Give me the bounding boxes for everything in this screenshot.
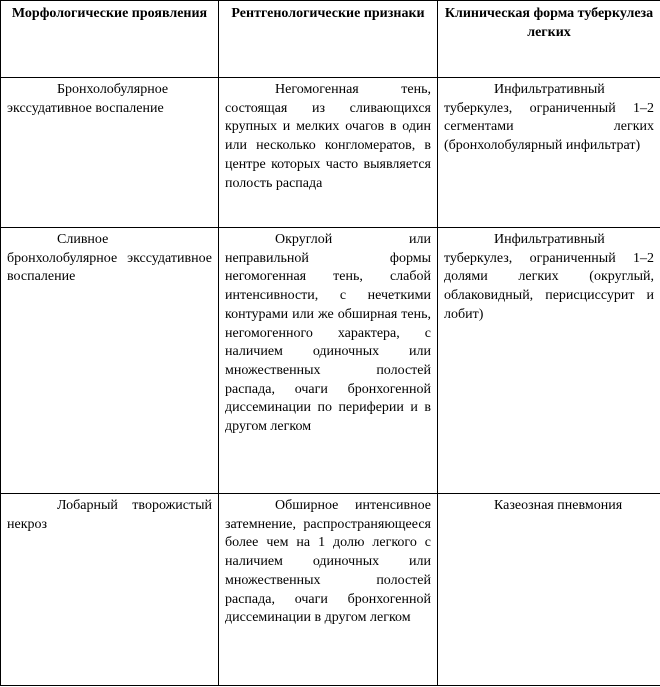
cell-clinical-form-bronchlobular: Инфильтративный туберкулез, ограниченный 1–2 сегментами легких (бронхолобулярный инфильтрат)	[438, 78, 660, 228]
header-cell-clinical-form: Клиническая форма туберкулеза легких	[438, 1, 660, 78]
cell-radiology-confluent: Округлой или неправильной формы негомогенная тень, слабой интенсивности, с нечеткими контурами или же обширная тень, негомогенного характера, с наличием одиночных или множественных полостей распада, очаги бронхогенной диссеминации по периферии и в другом легком	[219, 228, 438, 494]
cell-radiology-bronchlobular: Негомогенная тень, состоящая из сливающихся крупных и мелких очагов в один или несколько конгломератов, в центре которых часто выявляется полость распада	[219, 78, 438, 228]
cell-morphology-lobar: Лобарный творожистый некроз	[1, 494, 219, 686]
cell-morphology-bronchlobular: Бронхолобулярное экссудативное воспаление	[1, 78, 219, 228]
header-cell-morphology: Морфологические проявления	[1, 1, 219, 78]
cell-morphology-confluent: Сливное бронхолобулярное экссудативное воспаление	[1, 228, 219, 494]
cell-radiology-lobar: Обширное интенсивное затемнение, распространяющееся более чем на 1 долю легкого с наличием одиночных или множественных полостей распада, очаги бронхогенной диссеминации в другом легком	[219, 494, 438, 686]
table-row	[1, 78, 660, 228]
table-row	[1, 494, 660, 686]
cell-clinical-form-confluent: Инфильтративный туберкулез, ограниченный 1–2 долями легких (округлый, облаковидный, перисциссурит и лобит)	[438, 228, 660, 494]
cell-clinical-form-lobar: Казеозная пневмония	[438, 494, 660, 686]
header-cell-radiology: Рентгенологические признаки	[219, 1, 438, 78]
table-header-row	[1, 1, 660, 78]
table-row	[1, 228, 660, 494]
